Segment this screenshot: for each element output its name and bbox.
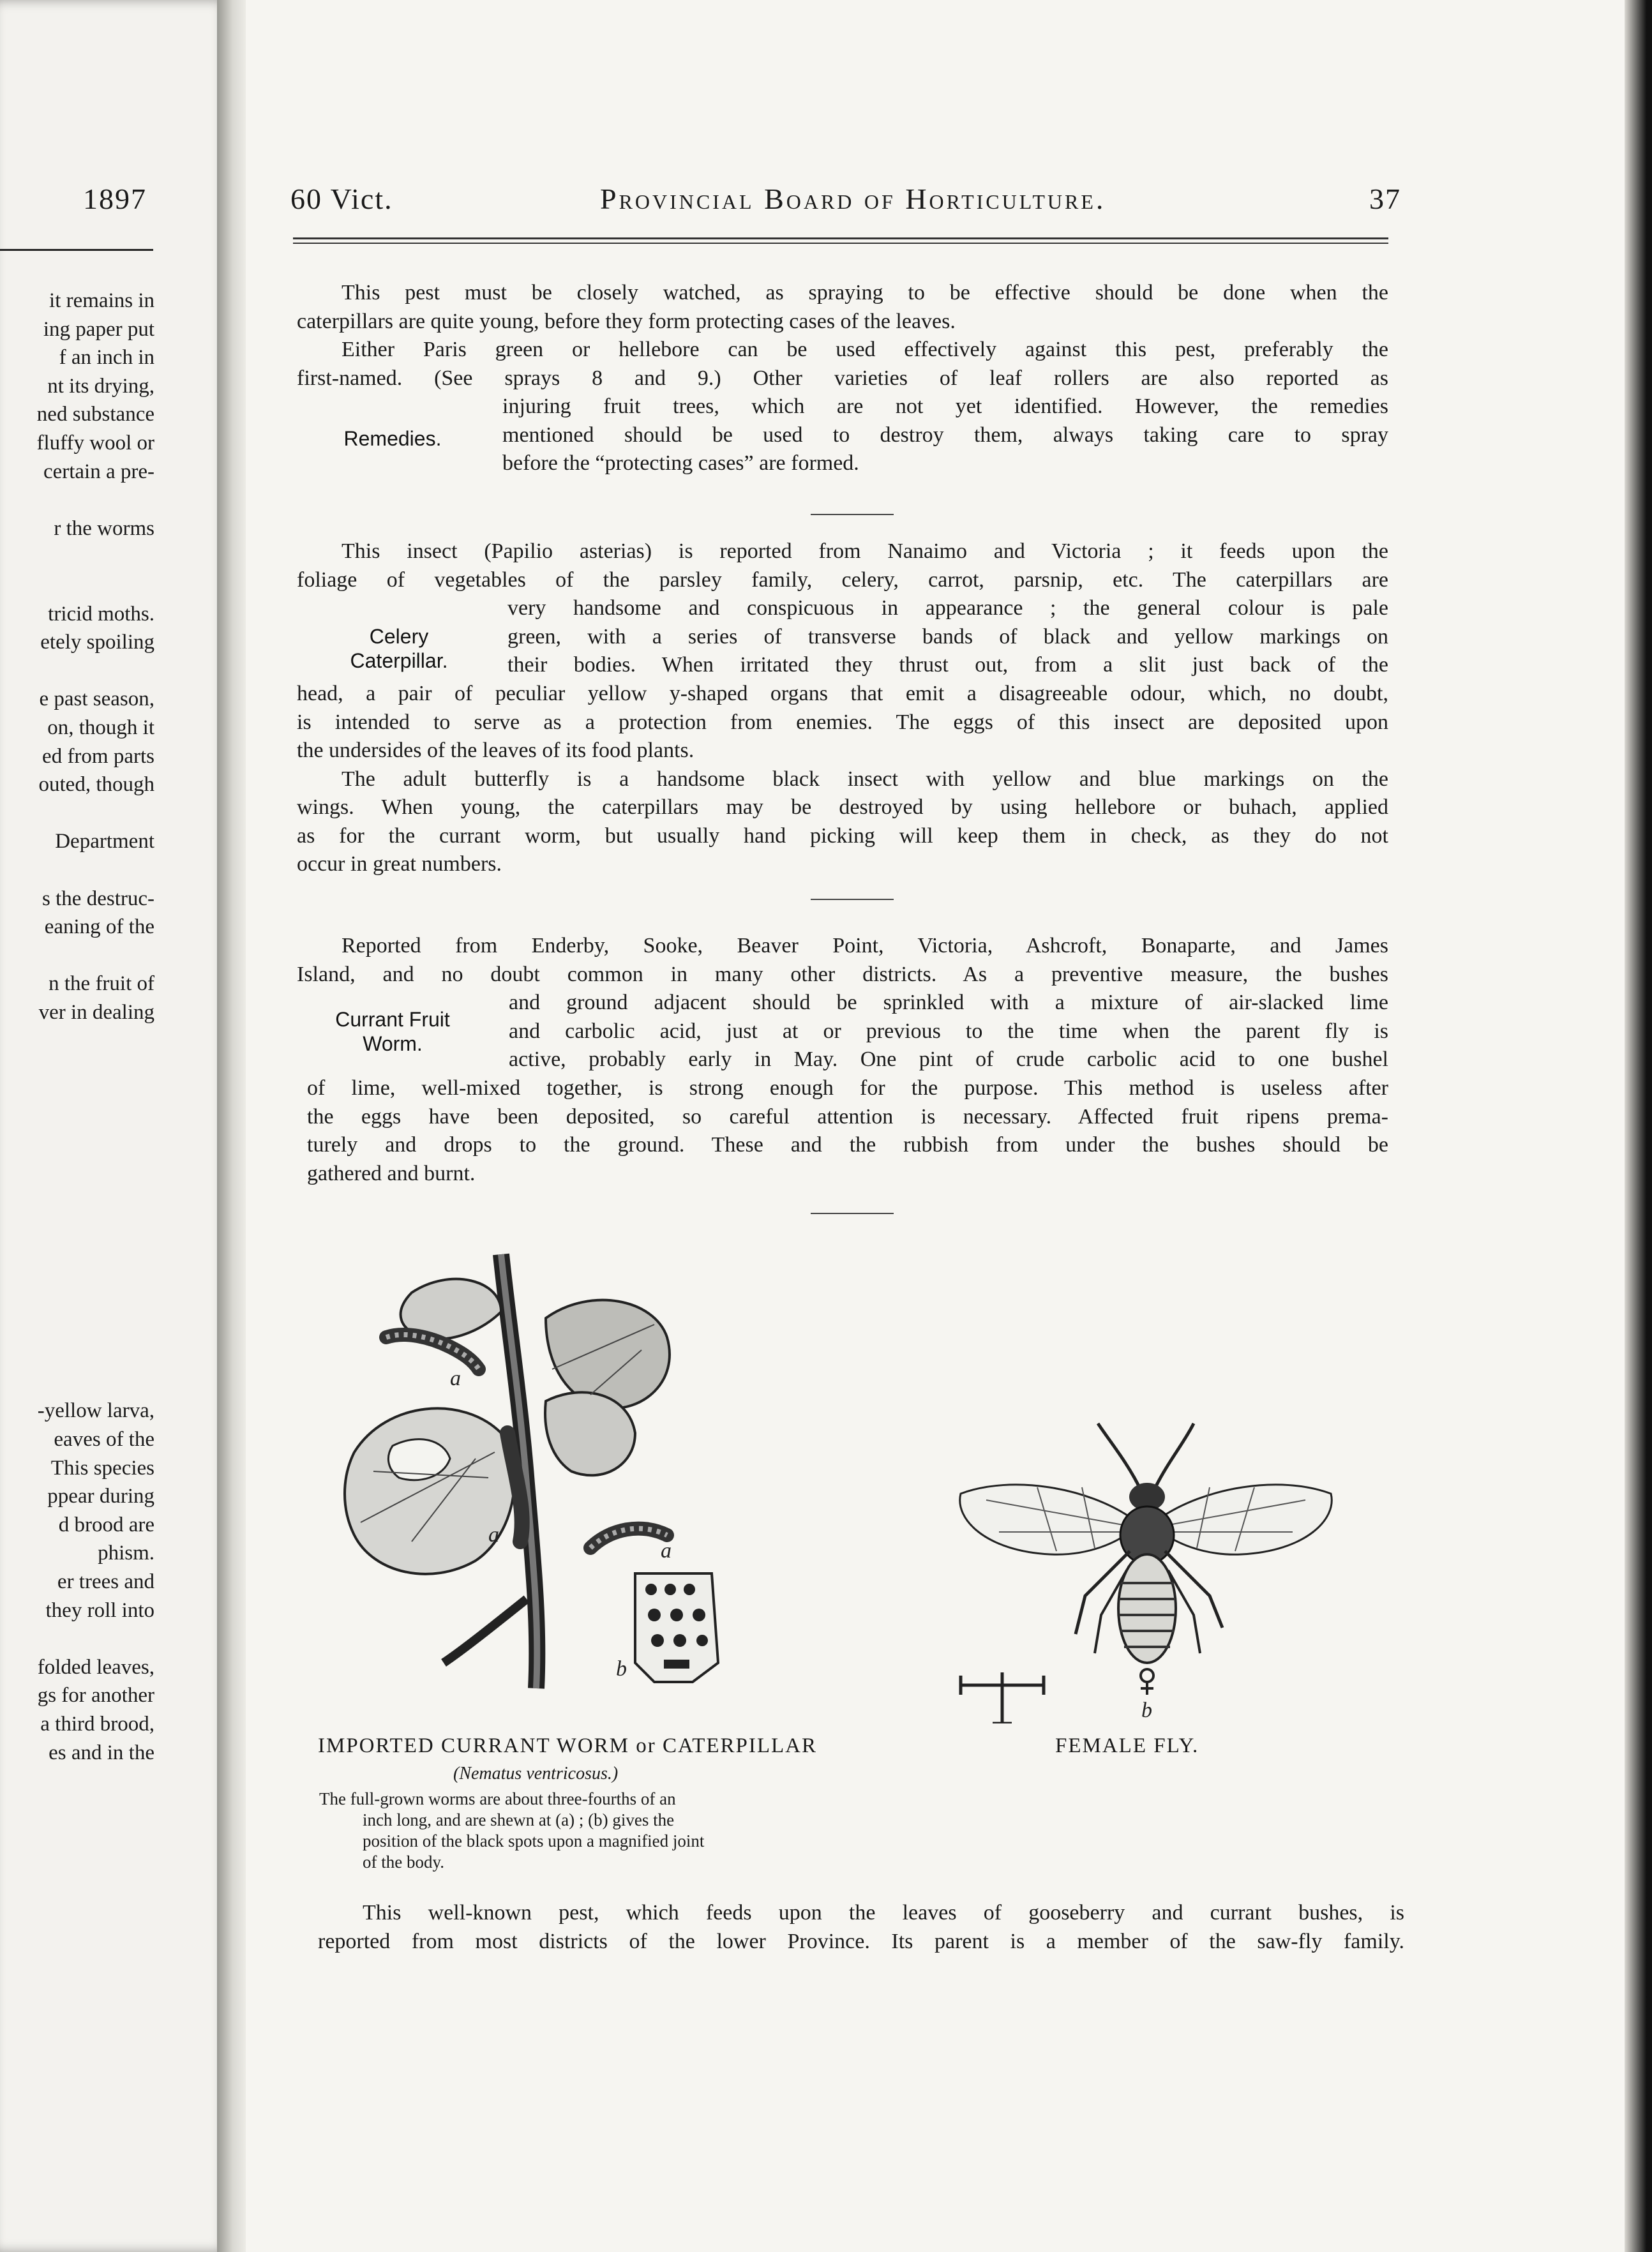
- section3-paragraph-indented: [509, 989, 1388, 1074]
- page-right-edge: [1625, 0, 1652, 2252]
- text-line: foliage of vegetables of the parsley family, celery, carrot, parsnip, etc. The caterpillars are: [297, 567, 1388, 592]
- left-page-text-fragment: a third brood,: [40, 1713, 154, 1736]
- section1-paragraph-indented: [502, 393, 1388, 478]
- text-line: as for the currant worm, but usually hand picking will keep them in check, as they do not: [297, 823, 1388, 848]
- text-line: the undersides of the leaves of its food plants.: [297, 739, 695, 762]
- text-line: caterpillars are quite young, before they form protecting cases of the leaves.: [297, 309, 956, 333]
- text-line: gathered and burnt.: [307, 1161, 476, 1185]
- text-line: green, with a series of transverse bands of black and yellow markings on: [507, 624, 1388, 649]
- left-page-text-fragment: ver in dealing: [38, 1001, 154, 1024]
- previous-page-edge: [0, 0, 230, 2252]
- text-line: is intended to serve as a protection from enemies. The eggs of this insect are deposited upon: [297, 710, 1388, 734]
- left-page-text-fragment: ing paper put: [43, 317, 154, 341]
- left-page-text-fragment: on, though it: [47, 716, 154, 739]
- left-page-text-fragment: ppear during: [47, 1485, 154, 1508]
- section2-paragraph-bottom: [297, 680, 1388, 879]
- left-page-text-fragment: eaves of the: [54, 1428, 154, 1451]
- left-page-text-fragment: tricid moths.: [48, 602, 154, 626]
- header-rule-top: [293, 237, 1388, 239]
- text-line: active, probably early in May. One pint of crude carbolic acid to one bushel: [509, 1047, 1388, 1071]
- section2-paragraph-indented: [507, 594, 1388, 680]
- left-page-text-fragment: ned substance: [36, 403, 154, 426]
- section-separator: [811, 514, 894, 515]
- side-label-line: Worm.: [363, 1032, 423, 1055]
- side-label-line: Currant Fruit: [335, 1008, 450, 1031]
- left-page-text-fragment: s the destruc-: [42, 887, 154, 910]
- section3-paragraph-bottom: [307, 1074, 1388, 1188]
- left-page-text-fragment: f an inch in: [59, 346, 154, 370]
- side-label-line: Celery: [369, 625, 429, 648]
- left-page-text-fragment: This species: [50, 1456, 154, 1480]
- left-page-text-fragment: ed from parts: [42, 744, 154, 768]
- currant-worm-illustration: [335, 1242, 744, 1733]
- figure-left-subtitle: (Nematus ventricosus.): [453, 1764, 619, 1783]
- text-line: before the “protecting cases” are formed.: [502, 451, 859, 475]
- text-line: mentioned should be used to destroy them, always taking care to spray: [502, 423, 1388, 447]
- text-line: of lime, well-mixed together, is strong enough for the purpose. This method is useless after: [307, 1076, 1388, 1100]
- left-page-text-fragment: nt its drying,: [47, 374, 154, 398]
- figure-letter: a: [488, 1523, 499, 1547]
- left-page-text-fragment: they roll into: [45, 1598, 154, 1622]
- figure-letter: b: [1141, 1699, 1152, 1722]
- side-label-remedies: Remedies.: [343, 427, 442, 450]
- text-line: first-named. (See sprays 8 and 9.) Other varieties of leaf rollers are also reported as: [297, 366, 1388, 390]
- left-page-text-fragment: -yellow larva,: [37, 1399, 154, 1423]
- side-label-currant-fruit-worm: [303, 1007, 482, 1056]
- figure-right-title: FEMALE FLY.: [1055, 1734, 1199, 1757]
- text-line: head, a pair of peculiar yellow y-shaped organs that emit a disagreeable odour, which, no doubt,: [297, 682, 1388, 705]
- left-page-text-fragment: phism.: [98, 1542, 154, 1565]
- figure-left-caption: [319, 1789, 704, 1873]
- figure-letter: a: [450, 1367, 461, 1390]
- text-line: This well-known pest, which feeds upon the leaves of gooseberry and currant bushes, is: [363, 1901, 1404, 1925]
- text-line: occur in great numbers.: [297, 852, 502, 876]
- left-page-text-fragment: es and in the: [49, 1741, 154, 1764]
- figure-letter: a: [661, 1539, 672, 1563]
- section3-paragraph-top: [297, 932, 1388, 989]
- section-separator: [811, 1213, 894, 1214]
- text-line: very handsome and conspicuous in appearance ; the general colour is pale: [507, 596, 1388, 620]
- section-separator: [811, 899, 894, 900]
- text-line: This insect (Papilio asterias) is reported from Nanaimo and Victoria ; it feeds upon the: [342, 539, 1388, 563]
- caption-line: of the body.: [363, 1852, 444, 1872]
- text-line: and carbolic acid, just at or previous to the time when the parent fly is: [509, 1019, 1388, 1043]
- text-line: turely and drops to the ground. These and the rubbish from under the bushes should be: [307, 1133, 1388, 1157]
- female-fly-illustration: [948, 1404, 1344, 1723]
- left-page-text-fragment: it remains in: [49, 289, 154, 312]
- header-session: 60 Vict.: [290, 183, 393, 215]
- text-line: reported from most districts of the lower Province. Its parent is a member of the saw-fly family.: [318, 1929, 1404, 1953]
- left-page-text-fragment: e past season,: [39, 687, 154, 711]
- left-page-text-fragment: fluffy wool or: [36, 432, 154, 454]
- closing-paragraph: [318, 1899, 1404, 1956]
- left-page-year: 1897: [83, 183, 147, 215]
- figure-left-title: IMPORTED CURRANT WORM or CATERPILLAR: [318, 1734, 818, 1757]
- side-label-line: Caterpillar.: [350, 649, 448, 672]
- text-line: Island, and no doubt common in many other districts. As a preventive measure, the bushes: [297, 962, 1388, 986]
- left-page-header-rule: [0, 249, 153, 251]
- caption-line: The full-grown worms are about three-fourths of an: [319, 1789, 676, 1808]
- section1-paragraph-top: [297, 279, 1388, 393]
- text-line: their bodies. When irritated they thrust out, from a slit just back of the: [507, 653, 1388, 677]
- text-line: injuring fruit trees, which are not yet identified. However, the remedies: [502, 394, 1388, 418]
- header-rule-bottom: [293, 243, 1388, 244]
- section2-paragraph-top: [297, 537, 1388, 594]
- text-line: wings. When young, the caterpillars may be destroyed by using hellebore or buhach, applied: [297, 795, 1388, 819]
- left-page-text-fragment: n the fruit of: [49, 972, 154, 996]
- header-title: Provincial Board of Horticulture.: [600, 183, 1106, 215]
- left-page-text-fragment: gs for another: [37, 1684, 154, 1708]
- main-page: [246, 0, 1625, 2252]
- text-line: The adult butterfly is a handsome black insect with yellow and blue markings on the: [342, 767, 1388, 791]
- left-page-text-fragment: outed, though: [38, 773, 154, 797]
- text-line: and ground adjacent should be sprinkled with a mixture of air-slacked lime: [509, 991, 1388, 1014]
- left-page-text-fragment: etely spoiling: [40, 631, 154, 654]
- text-line: Either Paris green or hellebore can be used effectively against this pest, preferably the: [342, 338, 1388, 361]
- text-line: This pest must be closely watched, as spraying to be effective should be done when the: [342, 281, 1388, 304]
- left-page-text-fragment: Department: [55, 830, 154, 853]
- left-page-text-fragment: eaning of the: [44, 915, 154, 939]
- left-page-text-fragment: certain a pre-: [43, 460, 154, 483]
- left-page-text-fragment: r the worms: [54, 516, 154, 540]
- left-page-text-fragment: d brood are: [58, 1513, 154, 1536]
- book-gutter: [217, 0, 246, 2252]
- text-line: Reported from Enderby, Sooke, Beaver Point, Victoria, Ashcroft, Bonaparte, and James: [342, 934, 1388, 957]
- side-label-celery-caterpillar: [332, 624, 466, 673]
- caption-line: inch long, and are shewn at (a) ; (b) gives the: [363, 1810, 675, 1829]
- left-page-text-fragment: er trees and: [57, 1570, 154, 1593]
- text-line: the eggs have been deposited, so careful attention is necessary. Affected fruit ripens prema-: [307, 1104, 1388, 1129]
- left-page-text-fragment: folded leaves,: [37, 1655, 154, 1679]
- header-page-number: 37: [1369, 183, 1401, 215]
- figure-letter: b: [616, 1657, 627, 1681]
- caption-line: position of the black spots upon a magnified joint: [363, 1831, 705, 1850]
